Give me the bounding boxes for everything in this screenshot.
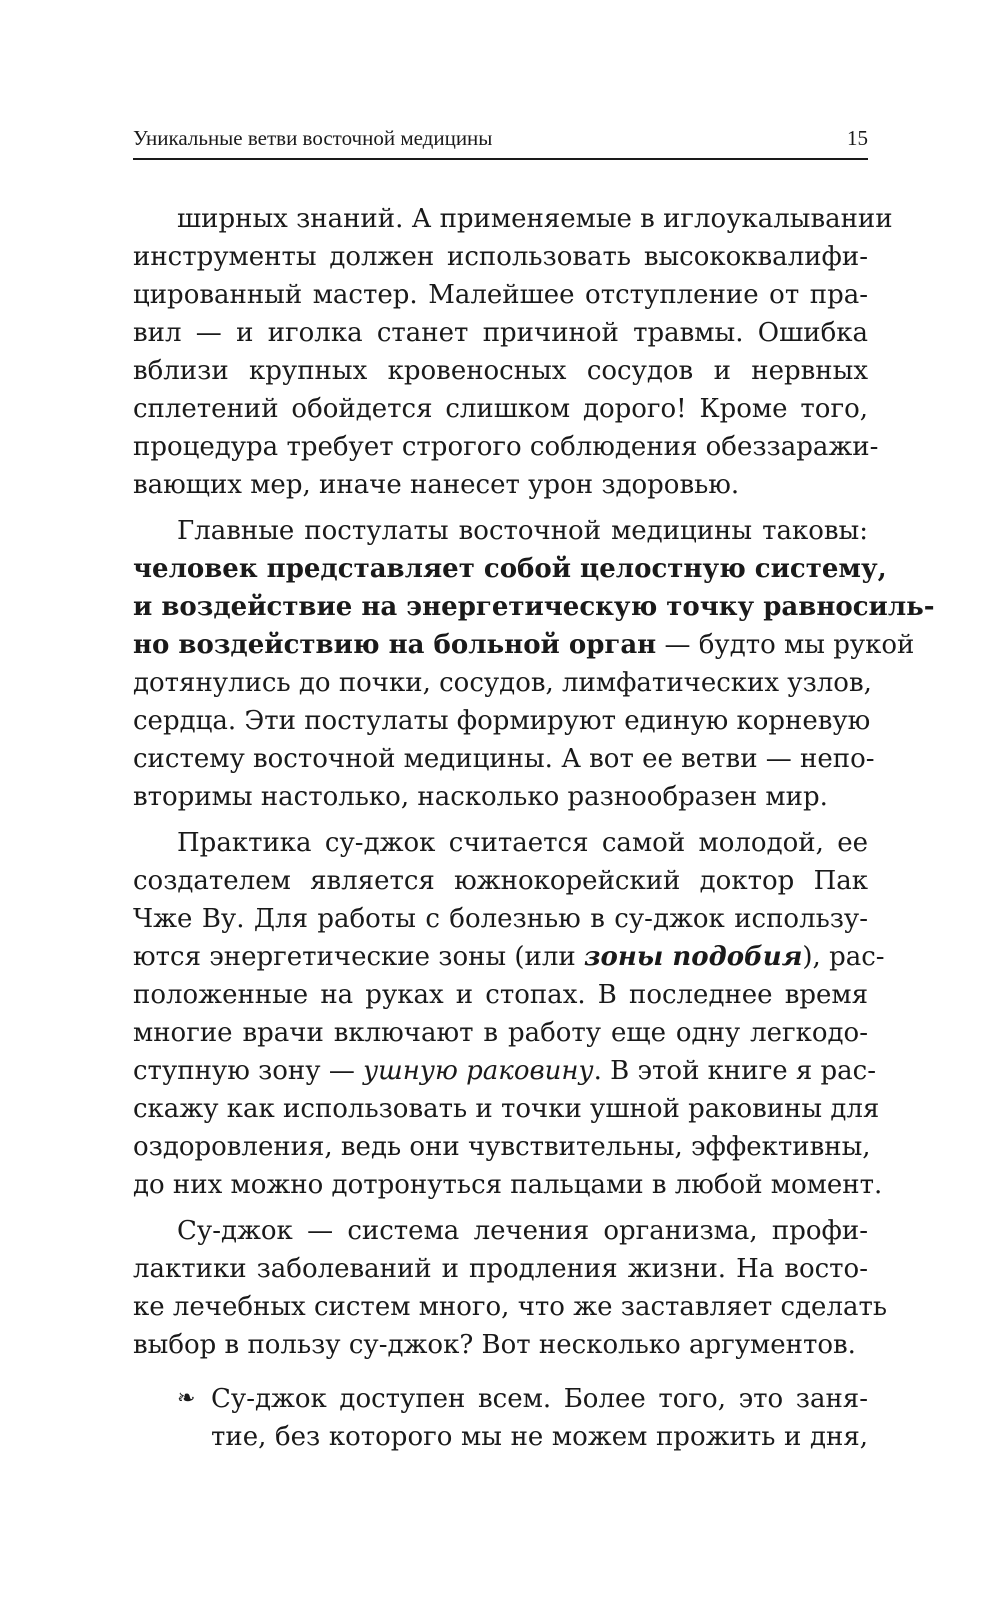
text-line [133, 1090, 880, 1128]
paragraph [133, 1212, 887, 1364]
text-run: до них можно дотронуться пальцами в любой момент. [133, 1170, 883, 1200]
text-line [133, 938, 885, 976]
text-run: ются энергетические зоны (или [133, 942, 584, 972]
emphasis-text: человек представляет собой целостную систему, [133, 554, 887, 584]
text-line [133, 1250, 868, 1288]
text-line [133, 824, 868, 862]
text-run: вторимы настолько, насколько разнообразен мир. [133, 782, 828, 812]
paragraph [133, 512, 935, 816]
text-run: выбор в пользу су-джок? Вот несколько аргументов. [133, 1330, 856, 1360]
body-text [133, 200, 935, 1456]
text-line [133, 428, 879, 466]
text-run: Чже Ву. Для работы с болезнью в су-джок использу- [133, 904, 868, 934]
bullet-list-item [133, 1380, 868, 1456]
text-run: ширных знаний. А применяемые в иглоукалывании [177, 204, 893, 234]
paragraph [133, 824, 885, 1204]
text-run: . В этой книге я рас- [593, 1056, 877, 1086]
bullet-line-text: Су-джок доступен всем. Более того, это заня- [211, 1384, 868, 1414]
text-run: цированный мастер. Малейшее отступление от пра- [133, 280, 868, 310]
emphasis-text: ушную раковину [363, 1056, 594, 1086]
emphasis-text: но воздействию на больной орган [133, 630, 657, 660]
text-line [133, 626, 915, 664]
text-run: создателем является южнокорейский доктор Пак [133, 866, 868, 896]
book-page [133, 0, 935, 1616]
text-line [133, 314, 868, 352]
paragraph [133, 200, 893, 504]
text-line [133, 588, 935, 626]
text-line [133, 976, 868, 1014]
text-run: оздоровления, ведь они чувствительны, эффективны, [133, 1132, 871, 1162]
text-run: Практика су-джок считается самой молодой, ее [177, 828, 868, 858]
text-line [133, 900, 868, 938]
text-line [133, 1052, 877, 1090]
text-line [133, 550, 887, 588]
text-run: Главные постулаты восточной медицины таковы: [177, 516, 868, 546]
text-run: ), рас- [802, 942, 885, 972]
bullet-line [133, 1380, 868, 1418]
text-line [133, 238, 868, 276]
text-run: вил — и иголка станет причиной травмы. Ошибка [133, 318, 868, 348]
emphasis-text: и воздействие на энергетическую точку равносиль- [133, 592, 935, 622]
text-line [133, 1128, 871, 1166]
text-line [133, 352, 868, 390]
text-run: положенные на руках и стопах. В последнее время [133, 980, 868, 1010]
text-line [133, 664, 872, 702]
text-run: ступную зону — [133, 1056, 364, 1086]
running-head-title: Уникальные ветви восточной медицины [133, 126, 493, 150]
bullet-line-text: тие, без которого мы не можем прожить и дня, [211, 1422, 868, 1452]
text-line [133, 778, 868, 816]
text-run: систему восточной медицины. А вот ее ветви — непо- [133, 744, 875, 774]
text-run: лактики заболеваний и продления жизни. На восто- [133, 1254, 868, 1284]
text-line [133, 1326, 868, 1364]
text-line [133, 1014, 868, 1052]
text-line [133, 200, 893, 238]
text-run: сплетений обойдется слишком дорого! Кроме того, [133, 394, 868, 424]
page-number: 15 [847, 126, 868, 150]
running-head [133, 124, 868, 160]
text-run: дотянулись до почки, сосудов, лимфатических узлов, [133, 668, 872, 698]
text-line [133, 1288, 887, 1326]
text-run: сердца. Эти постулаты формируют единую корневую [133, 706, 871, 736]
bullet-line [133, 1418, 868, 1456]
text-line [133, 862, 868, 900]
text-line [133, 740, 875, 778]
text-run: — будто мы рукой [656, 630, 915, 660]
text-line [133, 466, 868, 504]
text-run: многие врачи включают в работу еще одну легкодо- [133, 1018, 868, 1048]
text-line [133, 1212, 868, 1250]
text-line [133, 702, 871, 740]
text-run: инструменты должен использовать высококвалифи- [133, 242, 868, 272]
text-line [133, 512, 868, 550]
text-line [133, 276, 868, 314]
text-run: процедура требует строгого соблюдения обеззаражи- [133, 432, 879, 462]
text-run: Су-джок — система лечения организма, профи- [177, 1216, 868, 1246]
text-line [133, 1166, 883, 1204]
text-run: вающих мер, иначе нанесет урон здоровью. [133, 470, 740, 500]
text-run: скажу как использовать и точки ушной раковины для [133, 1094, 880, 1124]
text-line [133, 390, 868, 428]
text-run: ке лечебных систем много, что же заставляет сделать [133, 1292, 887, 1322]
text-run: вблизи крупных кровеносных сосудов и нервных [133, 356, 868, 386]
emphasis-text: зоны подобия [583, 942, 803, 972]
ornament-bullet-icon: ❧ [177, 1386, 196, 1411]
